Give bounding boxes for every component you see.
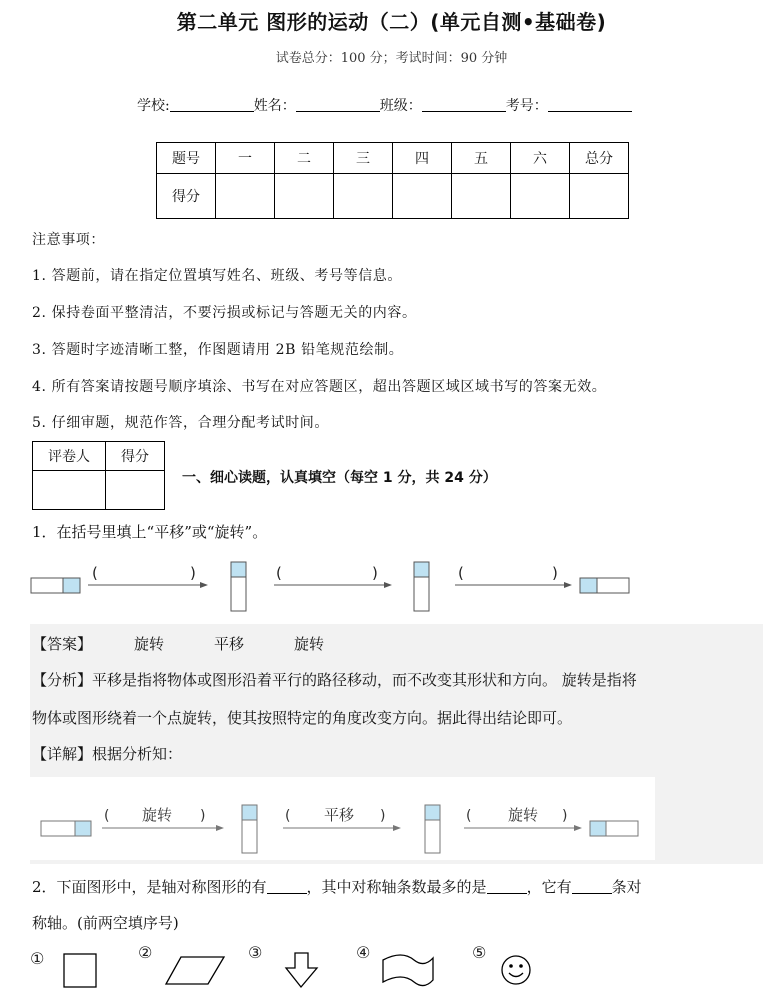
grader-score-label: 得分 bbox=[106, 442, 165, 471]
grader-score-cell[interactable] bbox=[106, 471, 165, 510]
q2-text-b: ，其中对称轴条数最多的是 bbox=[306, 878, 487, 896]
name-blank[interactable] bbox=[296, 97, 380, 112]
shape-5-smiley bbox=[472, 943, 530, 984]
detail-word-2: 平移 bbox=[324, 806, 355, 824]
score-row-label: 得分 bbox=[157, 174, 216, 219]
school-label: 学校: bbox=[137, 98, 170, 114]
arrow-1-paren-close: ) bbox=[190, 564, 196, 582]
arrow-2-paren-close: ) bbox=[372, 564, 378, 582]
notice-heading: 注意事项： bbox=[32, 232, 105, 248]
question-1-text: 1．在括号里填上“平移”或“旋转”。 bbox=[32, 523, 268, 541]
score-header-cell: 六 bbox=[511, 143, 570, 174]
shape-4-label: ④ bbox=[356, 943, 371, 962]
detail-arrow-2 bbox=[283, 806, 401, 831]
arrow-3-paren-open: ( bbox=[458, 564, 464, 582]
paper-subtitle: 试卷总分：100 分；考试时间：90 分钟 bbox=[275, 51, 508, 66]
detail-arrow-3 bbox=[464, 806, 582, 831]
score-cell[interactable] bbox=[275, 174, 334, 219]
answer-1: 旋转 bbox=[134, 635, 165, 653]
shape-5-label: ⑤ bbox=[472, 943, 487, 962]
class-label: 班级： bbox=[379, 98, 422, 114]
q2-blank-3[interactable] bbox=[572, 879, 612, 894]
shape-2-label: ② bbox=[138, 943, 153, 962]
shape-2-parallelogram bbox=[138, 943, 224, 984]
score-header-cell: 五 bbox=[452, 143, 511, 174]
arrow-2-paren-open: ( bbox=[276, 564, 282, 582]
arrow-1-paren-open: ( bbox=[92, 564, 98, 582]
shape-1-square bbox=[30, 949, 96, 987]
arrow-1 bbox=[88, 564, 208, 588]
name-label: 姓名： bbox=[253, 98, 296, 114]
detail-arrow-2-paren-open: ( bbox=[285, 808, 291, 824]
analysis-text-1: 平移是指将物体或图形沿着平行的路径移动，而不改变其形状和方向。 旋转是指将 bbox=[92, 671, 637, 689]
shape-3-down-arrow bbox=[248, 943, 317, 987]
detail-text: 根据分析知： bbox=[92, 745, 183, 763]
rect-horizontal-start bbox=[31, 578, 80, 593]
paper-title: 第二单元 图形的运动（二）(单元自测•基础卷) bbox=[176, 10, 607, 34]
detail-arrow-1-paren-open: ( bbox=[104, 808, 110, 824]
question-1-figure bbox=[30, 556, 640, 616]
q2-text-c: ，它有 bbox=[526, 878, 572, 896]
question-2-shapes bbox=[28, 940, 548, 991]
detail-arrow-2-paren-close: ) bbox=[380, 808, 386, 824]
section-one-title: 一、细心读题，认真填空（每空 1 分，共 24 分） bbox=[182, 470, 497, 486]
score-header-cell: 题号 bbox=[157, 143, 216, 174]
analysis-label: 【分析】 bbox=[32, 671, 93, 689]
answer-2: 平移 bbox=[214, 635, 245, 653]
shape-4-wave-flag bbox=[356, 943, 433, 986]
rect-horizontal-end bbox=[580, 578, 629, 593]
notice-item: 1. 答题前，请在指定位置填写姓名、班级、考号等信息。 bbox=[32, 268, 403, 284]
score-cell[interactable] bbox=[393, 174, 452, 219]
score-header-cell: 总分 bbox=[570, 143, 629, 174]
detail-rect-horizontal-end bbox=[590, 821, 638, 836]
score-table bbox=[156, 142, 629, 219]
q2-blank-2[interactable] bbox=[487, 879, 527, 894]
detail-word-1: 旋转 bbox=[142, 806, 173, 824]
notice-item: 2. 保持卷面平整清洁，不要污损或标记与答题无关的内容。 bbox=[32, 305, 417, 321]
q2-blank-1[interactable] bbox=[267, 879, 307, 894]
detail-label: 【详解】 bbox=[32, 745, 93, 763]
grader-table bbox=[32, 441, 165, 510]
q2-text-a: 2．下面图形中，是轴对称图形的有 bbox=[32, 878, 267, 896]
analysis-text-2: 物体或图形绕着一个点旋转，使其按照特定的角度改变方向。据此得出结论即可。 bbox=[32, 709, 573, 727]
analysis-line-1 bbox=[32, 669, 637, 690]
exam-no-label: 考号： bbox=[505, 98, 548, 114]
detail-rect-vertical-1 bbox=[242, 805, 257, 853]
arrow-3 bbox=[455, 564, 572, 588]
notice-item: 4. 所有答案请按题号顺序填涂、书写在对应答题区，超出答题区域区域书写的答案无效。 bbox=[32, 379, 607, 395]
detail-word-3: 旋转 bbox=[508, 806, 539, 824]
score-header-cell: 一 bbox=[216, 143, 275, 174]
arrow-2 bbox=[274, 564, 392, 588]
score-cell[interactable] bbox=[511, 174, 570, 219]
score-header-cell: 二 bbox=[275, 143, 334, 174]
rect-vertical-1 bbox=[231, 562, 246, 611]
answer-line bbox=[32, 633, 324, 654]
detail-figure bbox=[40, 795, 650, 857]
detail-line bbox=[32, 743, 182, 764]
detail-rect-horizontal-start bbox=[41, 821, 91, 836]
score-header-cell: 四 bbox=[393, 143, 452, 174]
grader-cell[interactable] bbox=[33, 471, 106, 510]
score-cell[interactable] bbox=[216, 174, 275, 219]
answer-3: 旋转 bbox=[294, 635, 325, 653]
score-cell[interactable] bbox=[452, 174, 511, 219]
detail-arrow-3-paren-open: ( bbox=[466, 808, 472, 824]
exam-no-blank[interactable] bbox=[548, 97, 632, 112]
shape-1-label: ① bbox=[30, 949, 45, 968]
score-cell[interactable] bbox=[570, 174, 629, 219]
rect-vertical-2 bbox=[414, 562, 429, 611]
grader-label: 评卷人 bbox=[33, 442, 106, 471]
q2-text-d: 条对 bbox=[611, 878, 642, 896]
detail-arrow-3-paren-close: ) bbox=[562, 808, 568, 824]
score-cell[interactable] bbox=[334, 174, 393, 219]
shape-3-label: ③ bbox=[248, 943, 263, 962]
answer-label: 【答案】 bbox=[32, 635, 93, 653]
school-blank[interactable] bbox=[170, 97, 254, 112]
score-header-cell: 三 bbox=[334, 143, 393, 174]
student-info-line bbox=[137, 95, 632, 115]
detail-rect-vertical-2 bbox=[425, 805, 440, 853]
detail-arrow-1 bbox=[102, 806, 224, 831]
notice-item: 3. 答题时字迹清晰工整，作图题请用 2B 铅笔规范绘制。 bbox=[32, 342, 404, 358]
question-2-line-1 bbox=[32, 876, 642, 897]
class-blank[interactable] bbox=[422, 97, 506, 112]
arrow-3-paren-close: ) bbox=[552, 564, 558, 582]
detail-arrow-1-paren-close: ) bbox=[200, 808, 206, 824]
question-2-line-2: 称轴。(前两空填序号) bbox=[32, 914, 179, 932]
notice-item: 5. 仔细审题，规范作答，合理分配考试时间。 bbox=[32, 415, 330, 431]
